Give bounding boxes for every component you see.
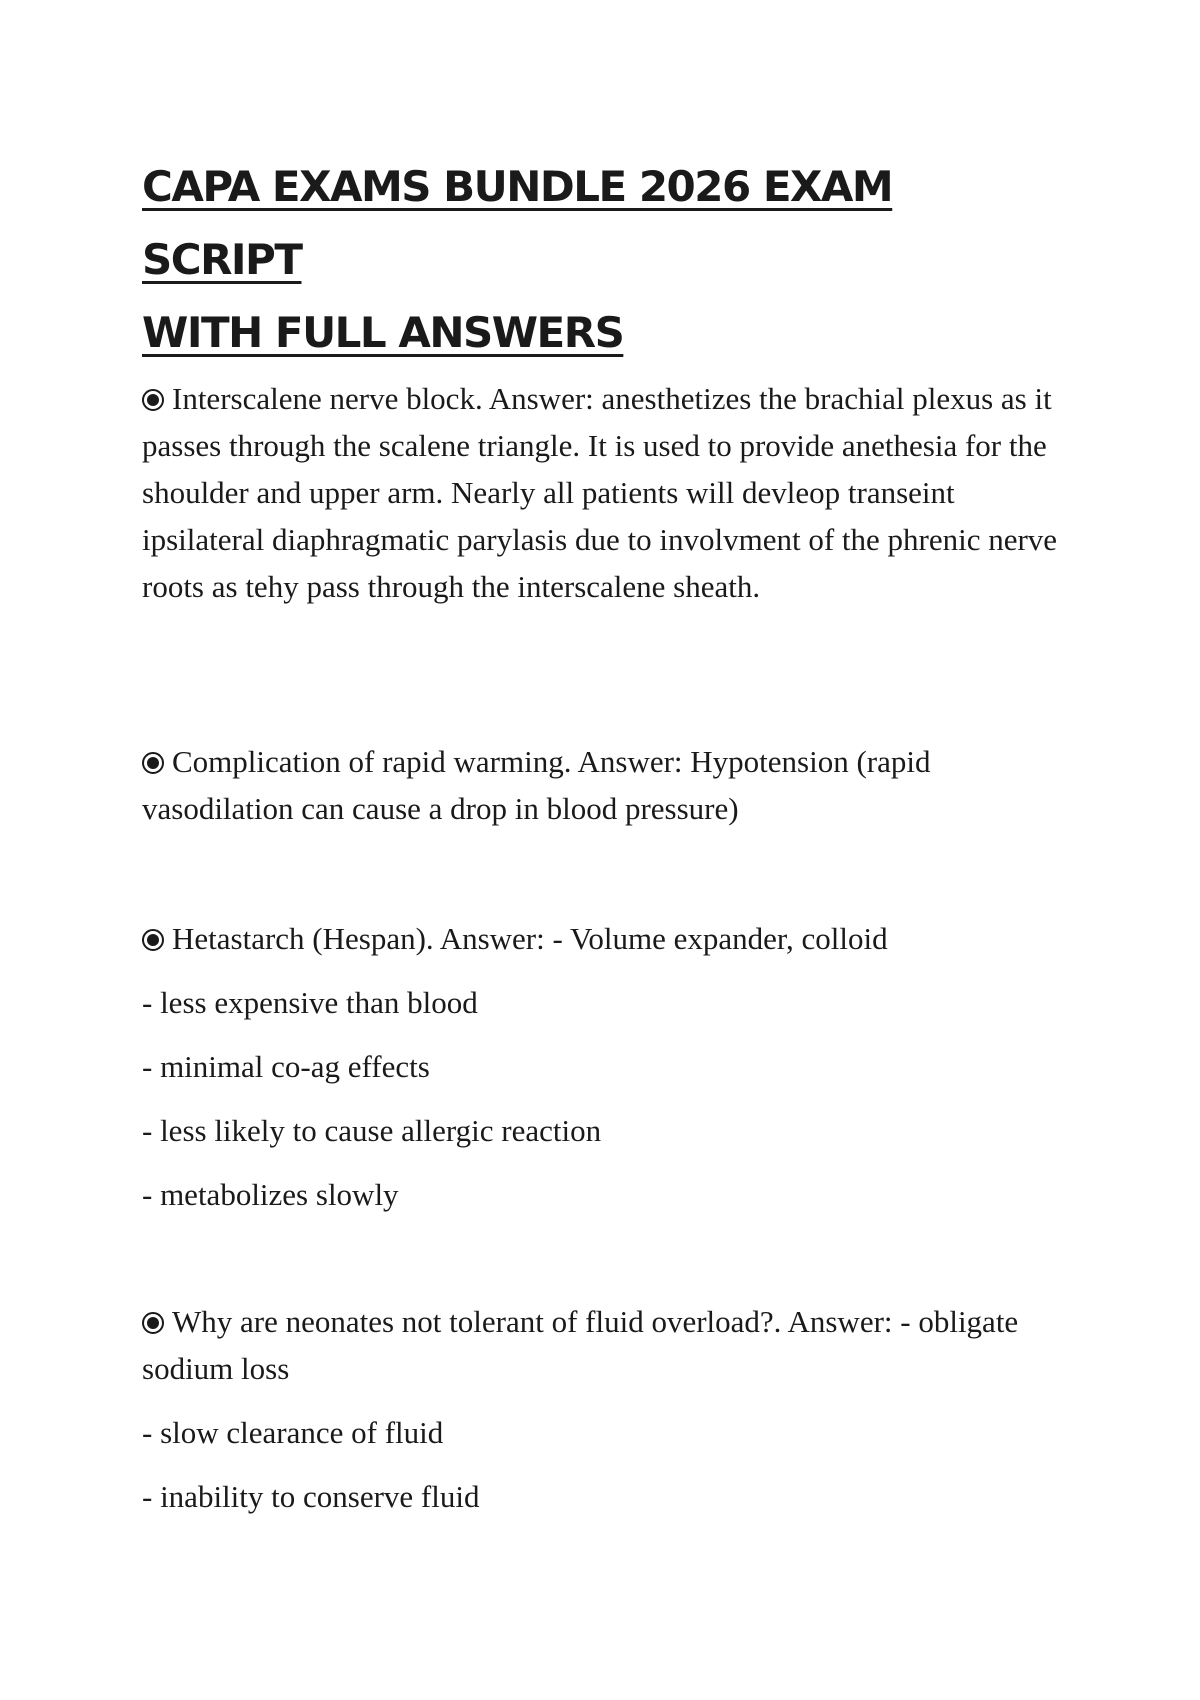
qa-text — [142, 915, 1062, 962]
radio-bullet-icon — [142, 1312, 164, 1334]
qa-item-4 — [142, 1298, 1062, 1520]
answer-sub-line: - slow clearance of fluid — [142, 1415, 444, 1450]
radio-bullet-icon — [142, 752, 164, 774]
title-line-2: WITH FULL ANSWERS — [142, 308, 624, 357]
answer-sub-line: - less likely to cause allergic reaction — [142, 1113, 602, 1148]
qa-text-content: Complication of rapid warming. Answer: Hypotension (rapid vasodilation can cause a drop in blood pressure) — [142, 744, 931, 826]
title-line-1: CAPA EXAMS BUNDLE 2026 EXAM SCRIPT — [142, 162, 893, 284]
qa-text — [142, 738, 1062, 832]
document-title — [142, 150, 1042, 369]
qa-text-content: Interscalene nerve block. Answer: anesthetizes the brachial plexus as it passes through the scalene triangle. It is used to provide anethesia for the shoulder and upper arm. Nearly all patients will devleop transeint ipsilateral diaphragmatic parylasis due to involvment of the phrenic nerve roots as tehy pass through the interscalene sheath. — [142, 381, 1058, 604]
answer-sub-line: - inability to conserve fluid — [142, 1479, 480, 1514]
radio-bullet-icon — [142, 929, 164, 951]
qa-item-1 — [142, 375, 1062, 610]
qa-item-2 — [142, 738, 1062, 832]
radio-bullet-icon — [142, 389, 164, 411]
answer-sub-line: - metabolizes slowly — [142, 1177, 399, 1212]
qa-text-content: Hetastarch (Hespan). Answer: - Volume expander, colloid — [172, 921, 888, 956]
qa-item-3 — [142, 915, 1062, 1218]
qa-text — [142, 375, 1062, 610]
qa-text-content: Why are neonates not tolerant of fluid overload?. Answer: - obligate sodium loss — [142, 1304, 1019, 1386]
answer-sub-line: - less expensive than blood — [142, 985, 478, 1020]
qa-text — [142, 1298, 1062, 1392]
answer-sub-line: - minimal co-ag effects — [142, 1049, 430, 1084]
